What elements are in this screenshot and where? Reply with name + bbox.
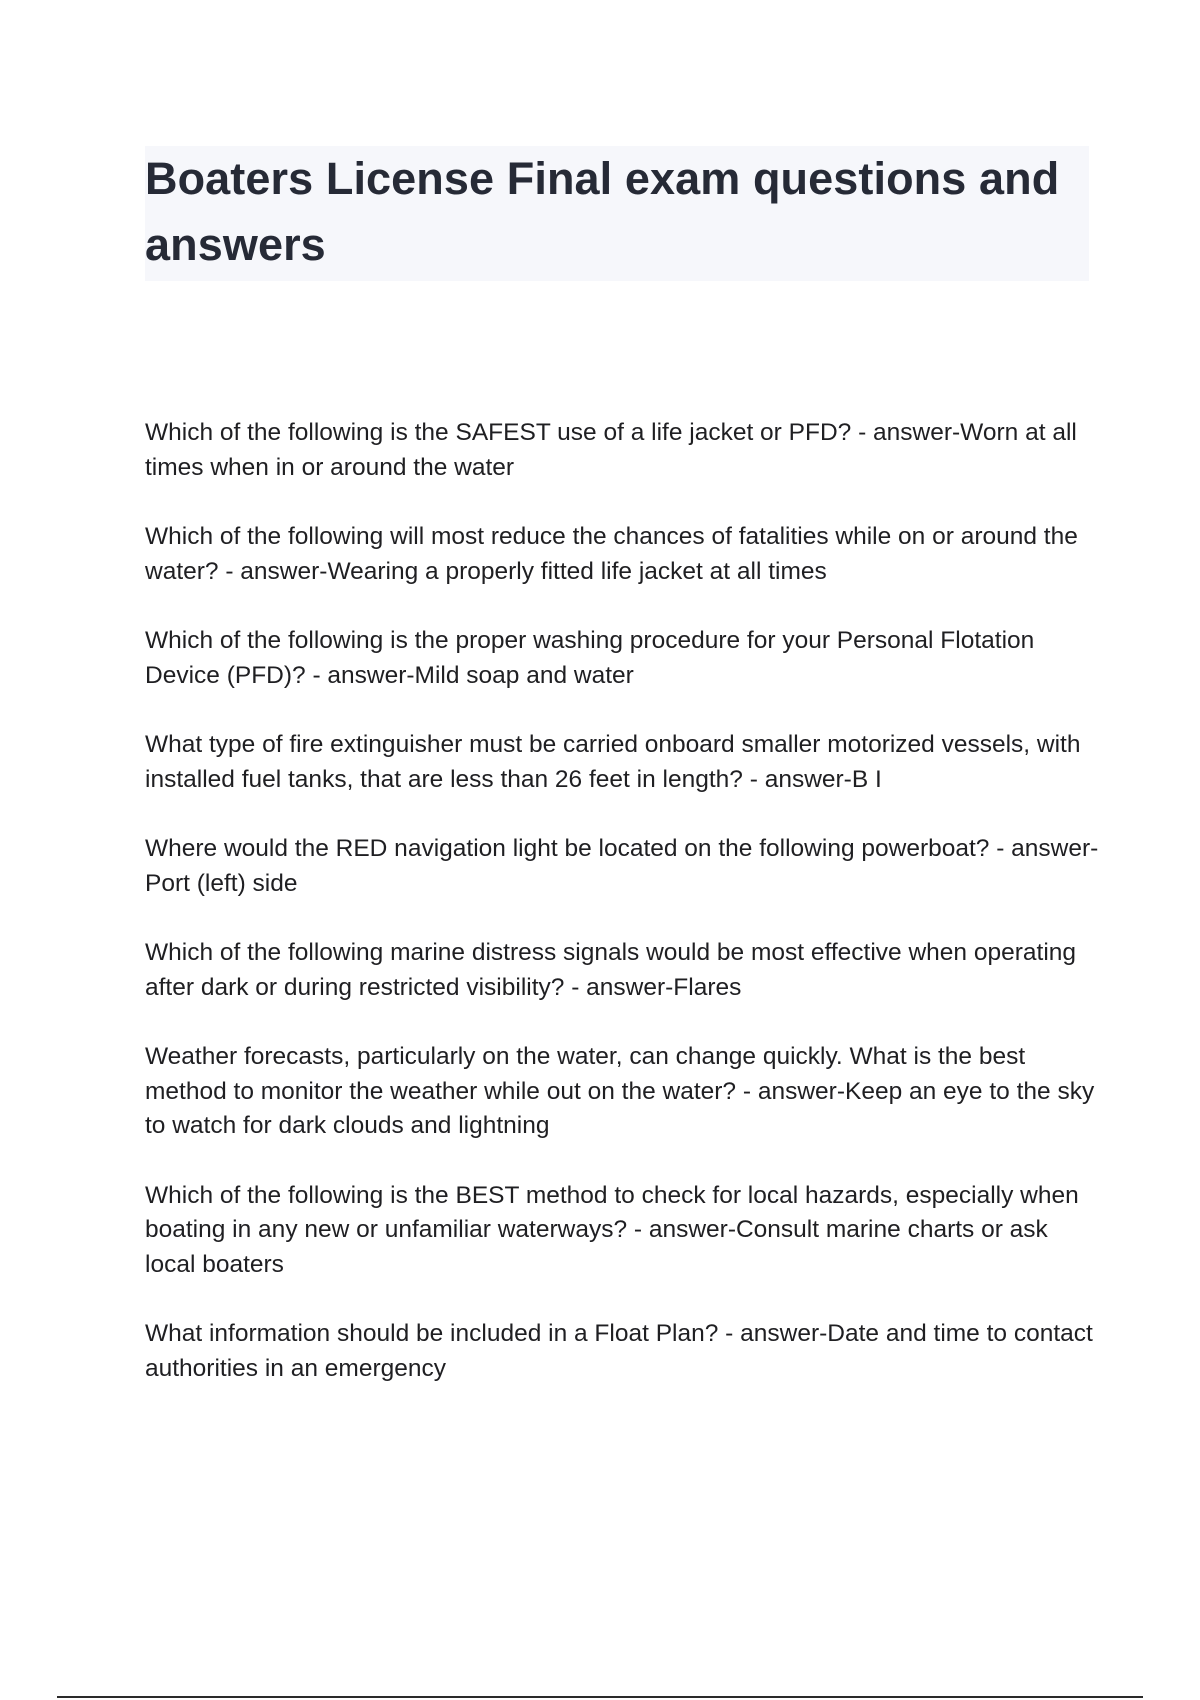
footer-divider: [57, 1696, 1143, 1698]
page-title: Boaters License Final exam questions and answers: [145, 153, 1060, 270]
qa-item: Which of the following marine distress signals would be most effective when operating after dark or during restricted visibility? - answer-Flares: [145, 939, 1077, 1001]
qa-item: Which of the following is the proper washing procedure for your Personal Flotation Device (PFD)? - answer-Mild soap and water: [145, 627, 1035, 689]
qa-item: What information should be included in a Float Plan? - answer-Date and time to contact authorities in an emergency: [145, 1320, 1093, 1382]
qa-item: What type of fire extinguisher must be carried onboard smaller motorized vessels, with installed fuel tanks, that are less than 26 feet in length? - answer-B I: [145, 731, 1081, 793]
title-banner: [145, 146, 1089, 281]
qa-item: Which of the following is the SAFEST use of a life jacket or PFD? - answer-Worn at all times when in or around the water: [145, 419, 1077, 481]
qa-item: Weather forecasts, particularly on the water, can change quickly. What is the best method to monitor the weather while out on the water? - answer-Keep an eye to the sky to watch for dark clouds and lightning: [145, 1043, 1095, 1139]
qa-item: Where would the RED navigation light be located on the following powerboat? - answer-Port (left) side: [145, 835, 1099, 897]
qa-list: [145, 416, 1100, 1421]
qa-item: Which of the following will most reduce the chances of fatalities while on or around the water? - answer-Wearing a properly fitted life jacket at all times: [145, 523, 1078, 585]
qa-item: Which of the following is the BEST method to check for local hazards, especially when boating in any new or unfamiliar waterways? - answer-Consult marine charts or ask local boaters: [145, 1181, 1079, 1278]
